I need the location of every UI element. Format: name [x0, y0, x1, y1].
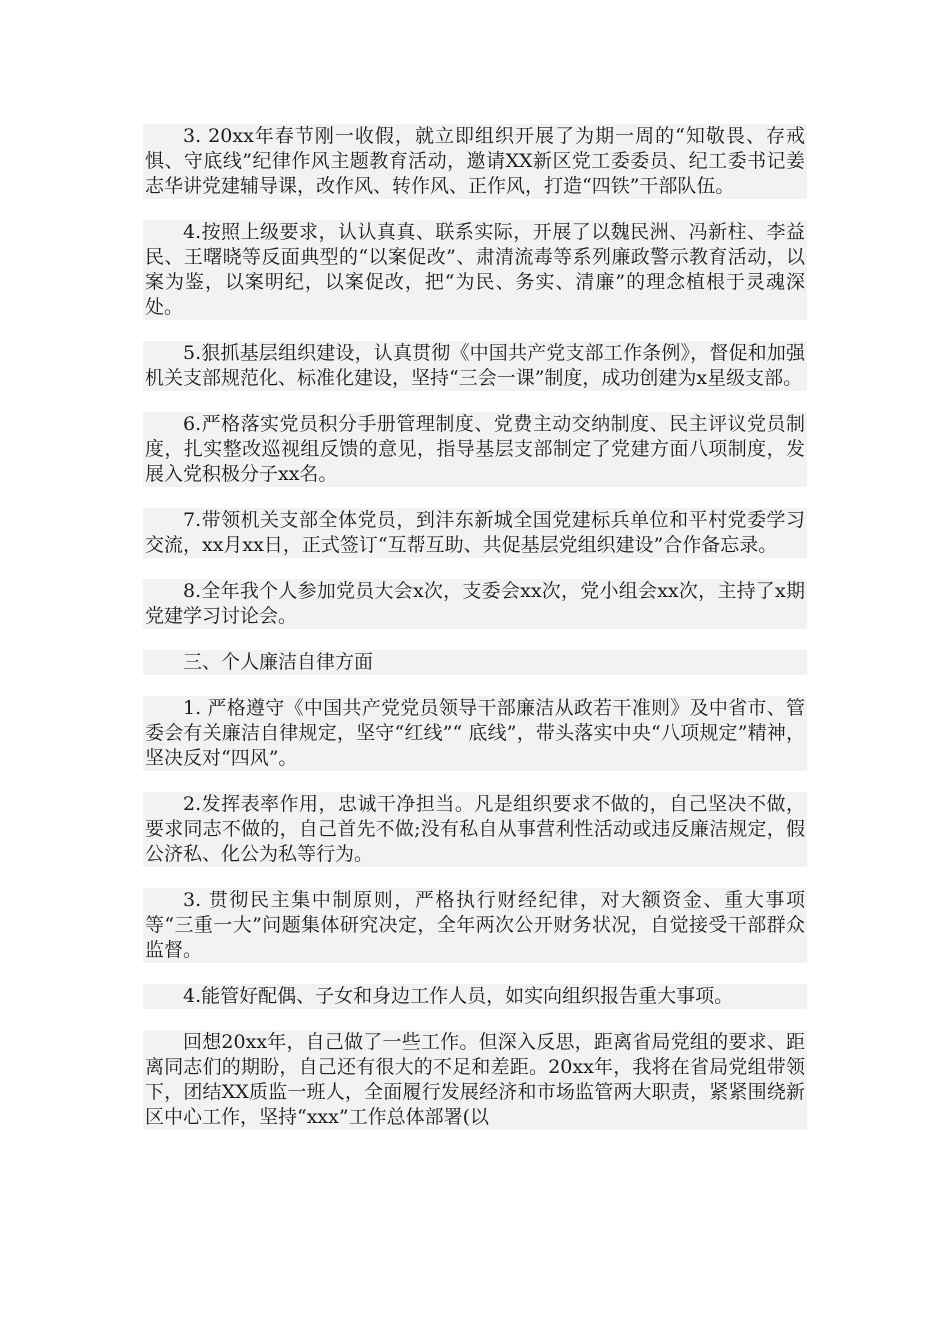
section-heading-integrity: 三、个人廉洁自律方面 [143, 650, 807, 675]
integrity-item-3: 3. 贯彻民主集中制原则，严格执行财经纪律，对大额资金、重大事项等“三重一大”问题集体研究决定，全年两次公开财务状况，自觉接受干部群众监督。 [145, 889, 805, 961]
paragraph-item-5: 5.狠抓基层组织建设，认真贯彻《中国共产党支部工作条例》，督促和加强机关支部规范化、标准化建设，坚持“三会一课”制度，成功创建为x星级支部。 [145, 342, 805, 389]
paragraph-item-4: 4.按照上级要求，认认真真、联系实际，开展了以魏民洲、冯新柱、李益民、王曙晓等反面典型的“以案促改”、肃清流毒等系列廉政警示教育活动，以案为鉴，以案明纪，以案促改，把“为民、务实、清廉”的理念植根于灵魂深处。 [145, 221, 805, 318]
integrity-item-4: 4.能管好配偶、子女和身边工作人员，如实向组织报告重大事项。 [143, 984, 807, 1009]
paragraph-item-6: 6.严格落实党员积分手册管理制度、党费主动交纳制度、民主评议党员制度，扎实整改巡视组反馈的意见，指导基层支部制定了党建方面八项制度，发展入党积极分子xx名。 [145, 413, 805, 485]
paragraph-item-7: 7.带领机关支部全体党员，到沣东新城全国党建标兵单位和平村党委学习交流，xx月xx日，正式签订“互帮互助、共促基层党组织建设”合作备忘录。 [145, 509, 805, 556]
reflection-paragraph: 回想20xx年，自己做了一些工作。但深入反思，距离省局党组的要求、距离同志们的期盼，自己还有很大的不足和差距。20xx年，我将在省局党组带领下，团结XX质监一班人，全面履行发展经济和市场监管两大职责，紧紧围绕新区中心工作，坚持“xxx”工作总体部署(以 [145, 1031, 805, 1128]
paragraph-item-3: 3. 20xx年春节刚一收假，就立即组织开展了为期一周的“知敬畏、存戒惧、守底线”纪律作风主题教育活动，邀请XX新区党工委委员、纪工委书记姜志华讲党建辅导课，改作风、转作风、正作风，打造“四铁”干部队伍。 [145, 125, 805, 197]
document-body [143, 124, 807, 1151]
paragraph-item-8: 8.全年我个人参加党员大会x次，支委会xx次，党小组会xx次，主持了x期党建学习讨论会。 [145, 580, 805, 627]
integrity-item-2: 2.发挥表率作用，忠诚干净担当。凡是组织要求不做的，自己坚决不做，要求同志不做的，自己首先不做;没有私自从事营利性活动或违反廉洁规定，假公济私、化公为私等行为。 [145, 793, 805, 865]
integrity-item-1: 1. 严格遵守《中国共产党党员领导干部廉洁从政若干准则》及中省市、管委会有关廉洁自律规定，坚守“红线”“ 底线”，带头落实中央“八项规定”精神，坚决反对“四风”。 [145, 697, 805, 769]
